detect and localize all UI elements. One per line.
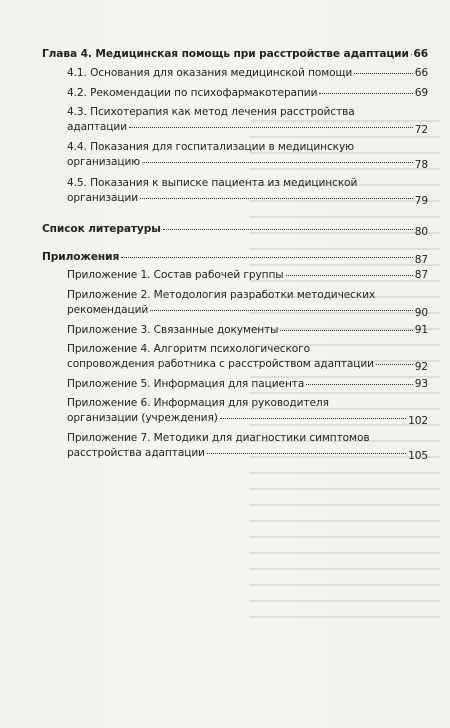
- leader-dots: [376, 364, 413, 365]
- toc-item-label: 4.2. Рекомендации по психофармакотерапии: [67, 87, 318, 99]
- toc-page-number: 91: [414, 324, 428, 336]
- toc-page-number: 78: [414, 158, 428, 171]
- leader-dots: [220, 418, 406, 419]
- leader-dots: [129, 127, 413, 128]
- toc-page-number: 72: [414, 123, 428, 136]
- toc-references[interactable]: [42, 222, 428, 237]
- toc-item-label: Приложение 1. Состав рабочей группы: [67, 269, 284, 281]
- toc-item-label-cont: адаптации: [67, 120, 127, 133]
- toc-page-number: 102: [408, 414, 428, 427]
- toc-chapter-title: Глава 4. Медицинская помощь при расстройстве адаптации: [42, 48, 409, 60]
- toc-appendices[interactable]: [42, 250, 428, 265]
- toc-item-label: 4.4. Показания для госпитализации в медицинскую: [67, 141, 354, 153]
- toc-item-4-4[interactable]: [67, 140, 428, 169]
- toc-item-label: Приложение 3. Связанные документы: [67, 324, 279, 336]
- toc-item-label: Приложение 2. Методология разработки методических: [67, 289, 376, 301]
- toc-item-label-cont: сопровождения работника с расстройством адаптации: [67, 357, 374, 370]
- toc-appendix-2[interactable]: [67, 288, 428, 317]
- toc-appendix-7[interactable]: [67, 431, 428, 460]
- toc-appendix-1[interactable]: [67, 268, 428, 283]
- toc-item-label: Приложение 7. Методики для диагностики симптомов: [67, 432, 370, 444]
- toc-page-number: 105: [408, 449, 428, 462]
- toc-page-number: 90: [414, 306, 428, 319]
- leader-dots: [150, 310, 413, 311]
- leader-dots: [163, 229, 413, 230]
- toc-page-number: 93: [414, 378, 428, 390]
- toc-item-4-3[interactable]: [67, 105, 428, 134]
- toc-item-label: 4.3. Психотерапия как метод лечения расстройства: [67, 106, 355, 118]
- leader-dots: [306, 384, 412, 385]
- leader-dots: [319, 93, 412, 94]
- toc-item-4-2[interactable]: [67, 86, 428, 101]
- toc-page-number: 69: [414, 87, 428, 99]
- leader-dots: [142, 162, 413, 163]
- leader-dots: [286, 275, 413, 276]
- leader-dots: [207, 453, 406, 454]
- leader-dots: [140, 198, 413, 199]
- toc-appendix-5[interactable]: [67, 377, 428, 392]
- toc-references-title: Список литературы: [42, 223, 161, 235]
- toc-item-label: 4.1. Основания для оказания медицинской помощи: [67, 67, 353, 79]
- toc-page-number: 66: [414, 67, 428, 79]
- toc-page-number: 92: [414, 360, 428, 373]
- toc-item-label-cont: организацию: [67, 155, 141, 168]
- toc-page-number: 87: [414, 269, 428, 281]
- toc-item-label: 4.5. Показания к выписке пациента из медицинской: [67, 177, 358, 189]
- toc-appendix-3[interactable]: [67, 323, 428, 338]
- toc-appendix-6[interactable]: [67, 396, 428, 425]
- toc-item-label-cont: рекомендаций: [67, 303, 149, 316]
- toc-chapter-4[interactable]: [42, 47, 428, 62]
- leader-dots: [354, 73, 413, 74]
- leader-dots: [411, 54, 412, 55]
- toc-item-label-cont: организации: [67, 191, 139, 204]
- toc-page-number: 79: [414, 194, 428, 207]
- toc-page-number: 87: [414, 254, 428, 266]
- toc-item-4-1[interactable]: [67, 66, 428, 81]
- toc-item-label: Приложение 5. Информация для пациента: [67, 378, 305, 390]
- toc-appendix-4[interactable]: [67, 342, 428, 371]
- toc-item-label-cont: организации (учреждения): [67, 411, 218, 424]
- toc-page-number: 80: [414, 226, 428, 238]
- toc-item-4-5[interactable]: [67, 176, 428, 205]
- toc-item-label-cont: расстройства адаптации: [67, 446, 205, 459]
- toc-appendices-title: Приложения: [42, 251, 120, 263]
- leader-dots: [121, 257, 413, 258]
- toc-page-number: 66: [413, 48, 428, 60]
- toc-item-label: Приложение 6. Информация для руководителя: [67, 397, 329, 409]
- toc-item-label: Приложение 4. Алгоритм психологического: [67, 343, 310, 355]
- leader-dots: [280, 330, 412, 331]
